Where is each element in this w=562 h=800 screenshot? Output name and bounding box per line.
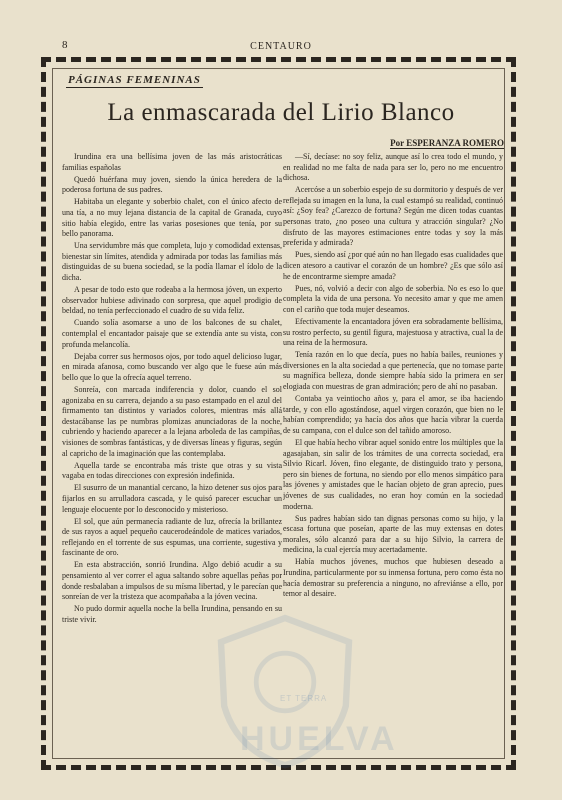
paragraph: Efectivamente la encantadora jóven era sobradamente bellísima, su rostro perfecto, su gentil figura, majestuosa y atractiva, cual la de una reina de la hermosura. <box>283 316 503 348</box>
paragraph: Habitaba un elegante y soberbio chalet, con el único afecto de una tía, a no muy lejana distancia de la capital de Granada, cuyo sitio había elegido, entre las varias posesiones que tenía, por su bello panorama. <box>62 197 282 239</box>
page-number: 8 <box>62 39 68 51</box>
paragraph: El susurro de un manantial cercano, la hizo detener sus ojos para fijarlos en su arrulladora cascada, y le quisó parecer escuchar un lenguaje elocuente por lo desconocido y misterioso. <box>62 483 282 514</box>
section-label: PÁGINAS FEMENINAS <box>68 74 201 86</box>
paragraph: A pesar de todo esto que rodeaba a la hermosa jóven, un experto observador hubiese adivinado con sorpresa, que aquel prodigio de beldad, no tenía perfeccionado el cuadro de su vida feliz. <box>62 285 282 316</box>
paragraph: Sonreía, con marcada indiferencia y dolor, cuando el sol agonizaba en su carrera, dejando a su paso estampado en el azul del firmamento tan distintos y variados colores, mientras más allá destacábanse las pe numbras plomizas anunciadoras de la noche, cubriendo y haciendo aparecer a la lejana arboleda de las campiñas, visiones de sombras fantásticas, y de diversas líneas y figuras, según al capricho de la imaginación que las contemplaba. <box>62 384 282 458</box>
paragraph: Pues, siendo así ¿por qué aún no han llegado esas cualidades que dicen atesoro a cautivar el corazón de un hombre? ¿Es que sólo así he de encontrarme siempre amada? <box>283 250 503 281</box>
paragraph: Tenía razón en lo que decía, pues no había bailes, reuniones y diversiones en la alta sociedad a que pertenecía, que no tomase parte su magnífica belleza, donde siempre había sido la primera en ser elogiada con muestras de gran admiración; pero de ahí no pasaban. <box>283 350 503 391</box>
paragraph: Acercóse a un soberbio espejo de su dormitorio y después de ver reflejada su imagen en la luna, la cual estampó su realidad, continuó así: ¿Soy fea? ¿Carezco de fortuna? Según me dicen todas cuantas personas trato, ¿no poseo una cultura y atracción singular? ¿No disfruto de las mayores estimaciones entre todas y soy la más preferida y admirada? <box>283 185 503 248</box>
paragraph: El sol, que aún permanecía radiante de luz, ofrecía la brillantez de sus rayos a aquel pequeño caucerodeándole de matices variados, reflejando en el torrente de sus espumas, una corriente, sugestiva y fascinante de oro. <box>62 516 282 558</box>
paragraph: Dejaba correr sus hermosos ojos, por todo aquel delicioso lugar, en mirada afanosa, como buscando ver algo que le fuese aún más bello que lo que la ofrecía aquel terreno. <box>62 351 282 382</box>
paragraph: Irundina era una bellísima joven de las más aristocráticas familias españolas <box>62 152 282 172</box>
running-title: CENTAURO <box>250 41 312 52</box>
left-column <box>62 152 282 757</box>
article-title: La enmascarada del Lirio Blanco <box>107 99 455 126</box>
watermark-line-1: ET TERRA <box>280 694 328 703</box>
paragraph: El que había hecho vibrar aquel sonido entre los múltiples que la agasajaban, sin salir de los trámites de una correcta sociedad, era Silvio Ricarl. Jóven, fino elegante, de distinguido trato y persona, pero sin bienes de fortuna, no siendo por ello menos simpático para las jóvenes y amistades que le hacían objeto de gran aprecio, pues jóvenes de sus cualidades, no eran hoy común en la sociedad moderna. <box>283 437 503 511</box>
paragraph: En esta abstracción, sonrió Irundina. Algo debió acudir a su pensamiento al ver correr el agua saltando sobre aquellas peñas por donde resbalaban a impulsos de su mísma libertad, y le parecían que sonreían de ver la tristeza que acompañaba a la jóven vecina. <box>62 560 282 602</box>
paragraph: —Sí, decíase: no soy feliz, aunque así lo crea todo el mundo, y en realidad no me falta de nada para ser lo, pero no me encuentro dichosa. <box>283 152 503 183</box>
right-column <box>283 152 503 757</box>
watermark-line-2: HUELVA <box>240 720 399 758</box>
paragraph: Pues, nó, volvió a decir con algo de soberbia. No es eso lo que completa la vida de una persona. Yo necesito amar y que me amen con el cariño que toda mujer deseamos. <box>283 283 503 314</box>
paragraph: Quedó huérfana muy joven, siendo la única heredera de la poderosa fortuna de sus padres. <box>62 174 282 195</box>
paragraph: Aquella tarde se encontraba más triste que otras y su vista vagaba en todas direcciones con expresión indefinida. <box>62 460 282 481</box>
paragraph: Sus padres habían sido tan dignas personas como su hijo, y la escasa fortuna que poseían, aparte de las muy extensas en dotes morales, sólo alcanzó para dar a su hijo Silvio, la carrera de medicina, la cual ejercía muy acertadamente. <box>283 513 503 555</box>
paragraph: Había muchos jóvenes, muchos que hubiesen deseado a Irundina, particularmente por su inmensa fortuna, pero como ésta no hacía demostrar su preferencia a ninguno, no afreviánse a ello, por temor al desaire. <box>283 557 503 599</box>
paragraph: Una servidumbre más que completa, lujo y comodidad extensas, bienestar sin límites, atendida y admirada por todas las familias más distinguidas de su buena sociedad, se la podía llamar el ídolo de la dicha. <box>62 241 282 283</box>
byline: Por ESPERANZA ROMERO <box>390 138 504 148</box>
paragraph: Contaba ya veintiocho años y, para el amor, se iba haciendo tarde, y con ello agostándose, aquel virgen corazón, que bien no le habían comprendido; ya hacía dos años que hacía vibrar la cuerda de su campana, con el dulce son del tañido amoroso. <box>283 394 503 435</box>
paragraph: Cuando solía asomarse a uno de los balcones de su chalet, contemplal el encantador paisaje que se extendía ante su vista, con profunda melancolía. <box>62 318 282 349</box>
paragraph: No pudo dormir aquella noche la bella Irundina, pensando en su triste vivir. <box>62 604 282 624</box>
